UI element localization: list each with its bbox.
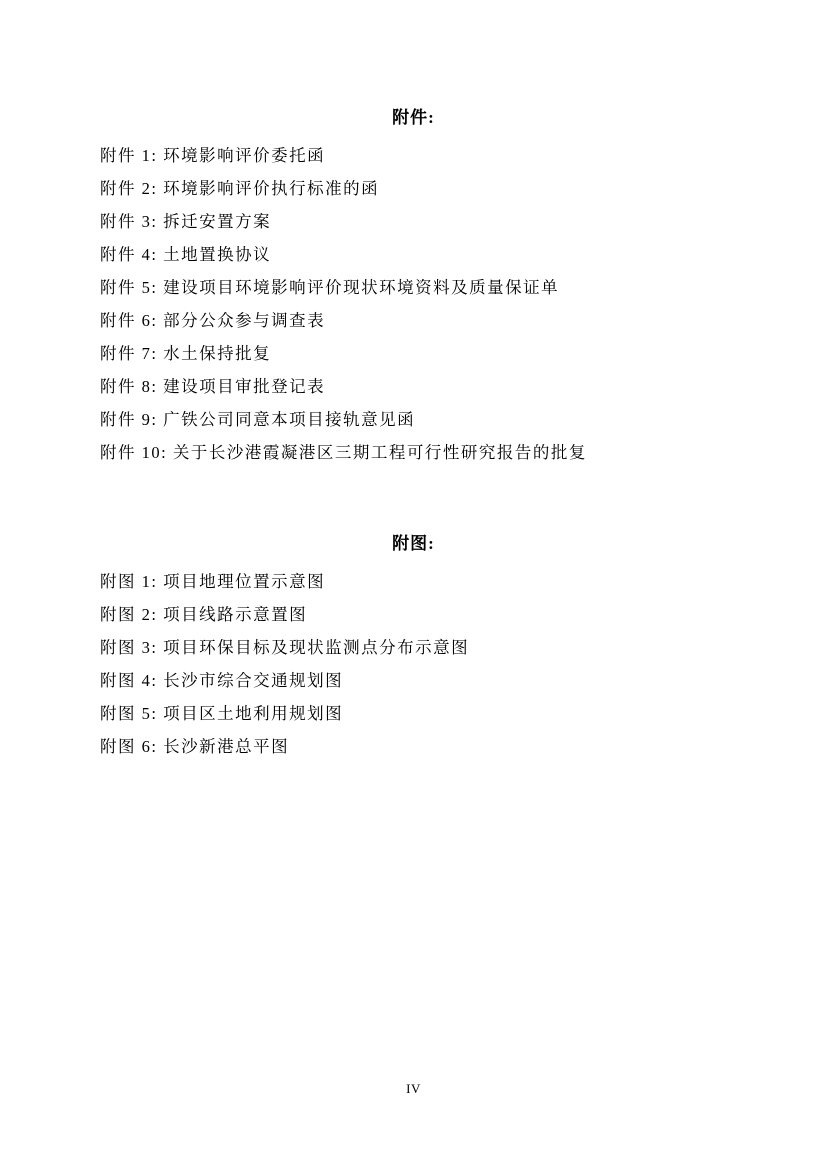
- attachments-list: [0, 139, 827, 469]
- attachment-item-9: 附件 9: 广铁公司同意本项目接轨意见函: [100, 410, 416, 429]
- attachment-item-5: 附件 5: 建设项目环境影响评价现状环境资料及质量保证单: [100, 278, 560, 297]
- attachment-item-6: 附件 6: 部分公众参与调查表: [100, 311, 326, 330]
- figure-item-5: 附图 5: 项目区土地利用规划图: [100, 704, 344, 723]
- figures-list: [0, 565, 827, 763]
- attachments-heading: 附件:: [392, 108, 435, 127]
- attachment-item-8: 附件 8: 建设项目审批登记表: [100, 377, 326, 396]
- attachment-item-2: 附件 2: 环境影响评价执行标准的函: [100, 179, 380, 198]
- attachment-item-10: 附件 10: 关于长沙港霞凝港区三期工程可行性研究报告的批复: [100, 443, 587, 462]
- figure-item-6: 附图 6: 长沙新港总平图: [100, 737, 290, 756]
- figure-item-3: 附图 3: 项目环保目标及现状监测点分布示意图: [100, 638, 470, 657]
- figures-heading: 附图:: [392, 534, 435, 553]
- attachment-item-1: 附件 1: 环境影响评价委托函: [100, 146, 326, 165]
- attachment-item-7: 附件 7: 水土保持批复: [100, 344, 272, 363]
- attachment-item-3: 附件 3: 拆迁安置方案: [100, 212, 272, 231]
- figure-item-2: 附图 2: 项目线路示意置图: [100, 605, 308, 624]
- figure-item-1: 附图 1: 项目地理位置示意图: [100, 572, 326, 591]
- page-number: IV: [406, 1081, 421, 1096]
- attachment-item-4: 附件 4: 土地置换协议: [100, 245, 272, 264]
- figure-item-4: 附图 4: 长沙市综合交通规划图: [100, 671, 344, 690]
